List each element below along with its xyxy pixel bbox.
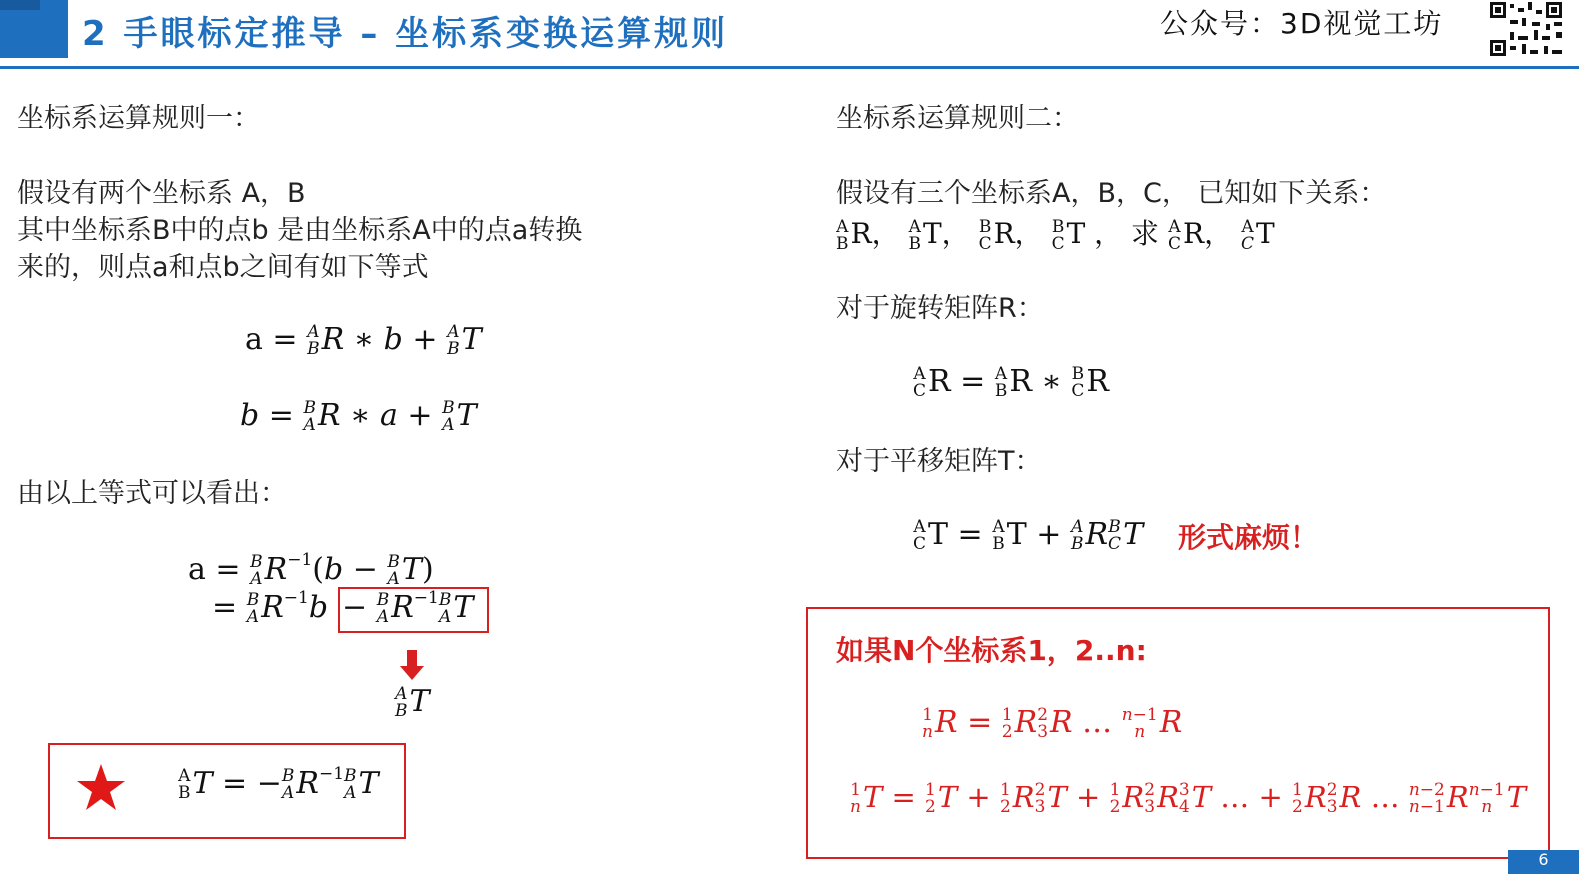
rule-two-heading: 坐标系运算规则二：	[836, 103, 1079, 134]
rule-one-line-2: 其中坐标系B中的点b 是由坐标系A中的点a转换	[17, 215, 583, 246]
rotation-label: 对于旋转矩阵R：	[836, 293, 1044, 324]
page-title: 2 手眼标定推导 – 坐标系变换运算规则	[82, 14, 729, 54]
highlighted-term: − B A $R^{-1}$ B A T	[342, 588, 474, 627]
header-accent-block	[0, 0, 68, 58]
n-frames-translation-equation: 1 n T = 1 2 T + 1 2 R 2 3 T + 1 2 R 2 3 R 3 4 T … + 1 2 R 2 3 R … n−2 n−1 R n−1 n T	[850, 780, 1527, 817]
derivation-line-2: = B A $R^{-1}b$	[212, 588, 329, 627]
rotation-equation: A C R = A B R ∗ B C R	[913, 364, 1109, 401]
n-frames-title: 如果N个坐标系1，2..n:	[836, 634, 1147, 667]
equation-b: b = B A R ∗ a + B A T	[240, 398, 477, 435]
rule-one-line-1: 假设有两个坐标系 A，B	[17, 178, 306, 209]
conclusion-text: 由以上等式可以看出：	[17, 478, 287, 509]
result-equation: A B T = − B A $R^{-1}$ B A T	[178, 764, 379, 803]
qr-code-icon	[1488, 0, 1566, 60]
translation-label: 对于平移矩阵T：	[836, 446, 1042, 477]
n-frames-rotation-equation: 1 n R = 1 2 R 2 3 R … n−1 n R	[922, 705, 1183, 742]
hassle-note: 形式麻烦！	[1178, 521, 1319, 554]
result-term: A B T	[395, 684, 430, 721]
brand-label: 公众号：3D视觉工坊	[1160, 7, 1444, 40]
page-number: 6	[1508, 850, 1579, 874]
header-divider	[0, 66, 1579, 69]
star-icon	[76, 764, 126, 810]
rule-one-heading: 坐标系运算规则一：	[17, 103, 260, 134]
known-relations: A B R， A B T， B C R， B C T ， 求 A C R， A C T	[836, 216, 1275, 254]
arrow-down-icon	[400, 650, 424, 680]
rule-two-line-1: 假设有三个坐标系A，B，C， 已知如下关系：	[836, 178, 1387, 209]
equation-a: a = A B R ∗ b + A B T	[245, 322, 482, 359]
derivation-line-1: a = B A $R^{-1}(b$ − B A T)	[188, 550, 434, 589]
translation-equation: A C T = A B T + A B R B C T	[913, 517, 1144, 554]
rule-one-line-3: 来的，则点a和点b之间有如下等式	[17, 252, 429, 283]
